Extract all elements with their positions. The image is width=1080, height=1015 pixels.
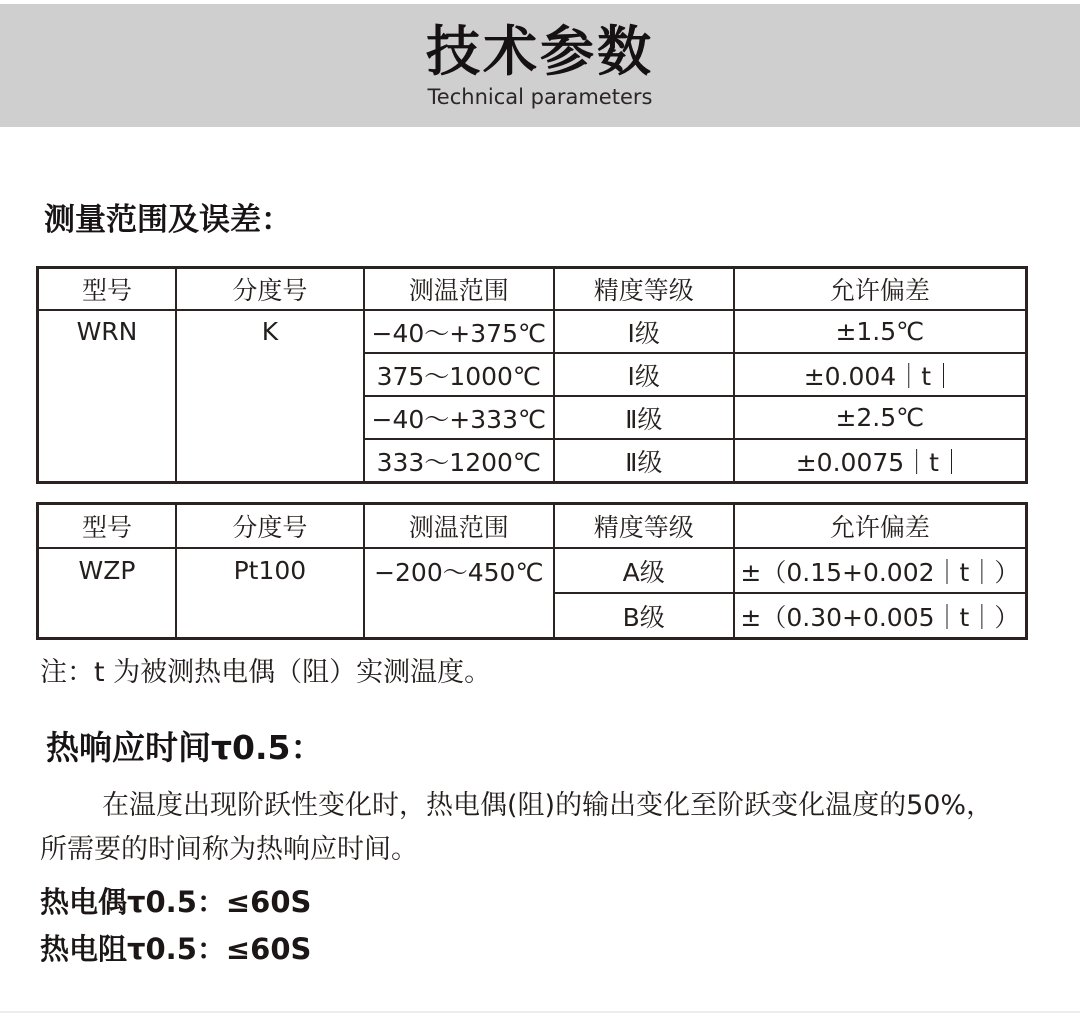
thermal-response-paragraph [40, 784, 1040, 872]
deviation-cell: ±0.004｜t｜ [734, 353, 1027, 396]
grade-cell: Ⅱ级 [554, 396, 734, 439]
measurement-range-heading: 测量范围及误差： [44, 202, 292, 238]
wrn-spec-table [36, 266, 1028, 484]
graduation-cell: Pt100 [176, 548, 364, 639]
col-header-range: 测温范围 [364, 504, 554, 549]
col-header-model: 型号 [38, 268, 176, 311]
col-header-graduation: 分度号 [176, 504, 364, 549]
range-cell: −200～450℃ [364, 548, 554, 639]
deviation-cell: ±（0.15+0.002｜t｜） [734, 548, 1027, 593]
deviation-cell: ±0.0075｜t｜ [734, 439, 1027, 483]
thermocouple-response-spec: 热电偶τ0.5：≤60S [40, 885, 312, 919]
paragraph-line-2: 所需要的时间称为热响应时间。 [40, 834, 418, 865]
range-cell: −40～+333℃ [364, 396, 554, 439]
range-cell: 333～1200℃ [364, 439, 554, 483]
grade-cell: B级 [554, 593, 734, 639]
grade-cell: Ⅰ级 [554, 310, 734, 353]
range-cell: −40～+375℃ [364, 310, 554, 353]
col-header-grade: 精度等级 [554, 504, 734, 549]
page-title: 技术参数 [426, 20, 654, 84]
col-header-range: 测温范围 [364, 268, 554, 311]
table-row [38, 310, 1027, 353]
deviation-cell: ±1.5℃ [734, 310, 1027, 353]
col-header-deviation: 允许偏差 [734, 268, 1027, 311]
col-header-model: 型号 [38, 504, 176, 549]
model-cell: WRN [38, 310, 176, 483]
table-row [38, 548, 1027, 593]
rtd-response-spec: 热电阻τ0.5：≤60S [40, 932, 312, 966]
grade-cell: A级 [554, 548, 734, 593]
col-header-graduation: 分度号 [176, 268, 364, 311]
thermal-response-heading: 热响应时间τ0.5： [46, 728, 324, 767]
graduation-cell: K [176, 310, 364, 483]
table-header-row [38, 504, 1027, 549]
header-band [0, 4, 1080, 127]
range-cell: 375～1000℃ [364, 353, 554, 396]
model-cell: WZP [38, 548, 176, 639]
col-header-grade: 精度等级 [554, 268, 734, 311]
wzp-spec-table [36, 502, 1028, 640]
deviation-cell: ±（0.30+0.005｜t｜） [734, 593, 1027, 639]
grade-cell: Ⅰ级 [554, 353, 734, 396]
bottom-divider [0, 1011, 1080, 1013]
footnote-t-definition: 注：t 为被测热电偶（阻）实测温度。 [40, 657, 492, 688]
table-header-row [38, 268, 1027, 311]
deviation-cell: ±2.5℃ [734, 396, 1027, 439]
grade-cell: Ⅱ级 [554, 439, 734, 483]
paragraph-line-1: 在温度出现阶跃性变化时，热电偶(阻)的输出变化至阶跃变化温度的50%， [102, 790, 994, 821]
col-header-deviation: 允许偏差 [734, 504, 1027, 549]
page-subtitle: Technical parameters [427, 84, 653, 109]
